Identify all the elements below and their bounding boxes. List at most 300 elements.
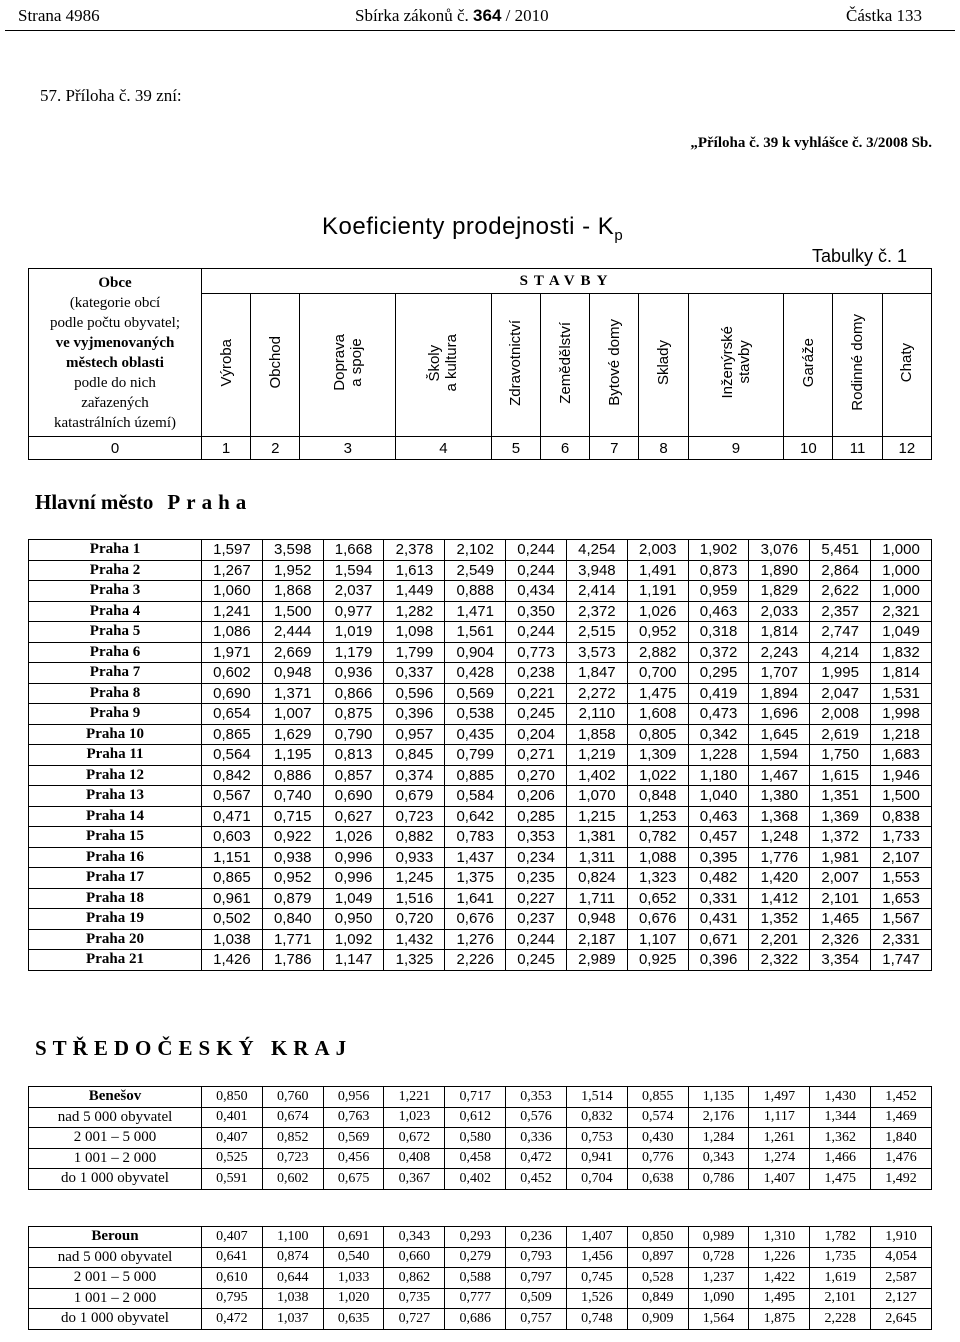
table-cell: 0,567 xyxy=(202,786,263,807)
table-cell: 0,948 xyxy=(262,663,323,684)
table-cell: 0,528 xyxy=(627,1268,688,1289)
obce-header-line: podle počtu obyvatel; xyxy=(50,314,180,331)
table-cell: 0,482 xyxy=(688,868,749,889)
table-cell: 0,783 xyxy=(445,827,506,848)
table-cell: 1,090 xyxy=(688,1288,749,1309)
table-cell: 0,295 xyxy=(688,663,749,684)
table-cell: 0,866 xyxy=(323,683,384,704)
table-cell: 0,610 xyxy=(202,1268,263,1289)
table-cell: 1,060 xyxy=(202,581,263,602)
column-header-label: Školy a kultura xyxy=(426,333,461,392)
table-cell: 2,321 xyxy=(871,601,932,622)
table-cell: 1,218 xyxy=(871,724,932,745)
table-cell: 0,795 xyxy=(202,1288,263,1309)
column-header-label: Bytové domy xyxy=(605,319,623,406)
table-cell: 0,956 xyxy=(323,1087,384,1108)
table-cell: 1,981 xyxy=(810,847,871,868)
table-cell: 0,763 xyxy=(323,1107,384,1128)
table-cell: 1,371 xyxy=(262,683,323,704)
table-cell: 1,875 xyxy=(749,1309,810,1330)
column-header-label: Chaty xyxy=(898,342,916,383)
row-label: Praha 5 xyxy=(29,622,202,643)
table-cell: 1,325 xyxy=(384,950,445,971)
table-cell: 0,244 xyxy=(506,929,567,950)
column-header-label: Obchod xyxy=(266,336,284,389)
table-cell: 1,553 xyxy=(871,868,932,889)
table-cell: 0,245 xyxy=(506,950,567,971)
table-cell: 2,226 xyxy=(445,950,506,971)
table-cell: 0,961 xyxy=(202,888,263,909)
table-cell: 1,019 xyxy=(323,622,384,643)
table-cell: 0,331 xyxy=(688,888,749,909)
table-cell: 0,704 xyxy=(566,1169,627,1190)
column-number: 12 xyxy=(882,437,931,460)
table-cell: 0,776 xyxy=(627,1148,688,1169)
table-cell: 0,748 xyxy=(566,1309,627,1330)
table-cell: 0,602 xyxy=(202,663,263,684)
table-cell: 1,426 xyxy=(202,950,263,971)
table-cell: 4,054 xyxy=(871,1247,932,1268)
table-cell: 1,049 xyxy=(871,622,932,643)
table-cell: 0,635 xyxy=(323,1309,384,1330)
table-cell: 0,745 xyxy=(566,1268,627,1289)
table-cell: 0,584 xyxy=(445,786,506,807)
table-cell: 1,653 xyxy=(871,888,932,909)
collection-number: 364 xyxy=(473,6,502,25)
table-cell: 1,456 xyxy=(566,1247,627,1268)
table-cell: 0,922 xyxy=(262,827,323,848)
table-cell: 1,412 xyxy=(749,888,810,909)
table-cell: 1,215 xyxy=(566,806,627,827)
table-cell: 1,894 xyxy=(749,683,810,704)
table-cell: 0,337 xyxy=(384,663,445,684)
table-row xyxy=(29,1227,932,1248)
table-cell: 1,407 xyxy=(566,1227,627,1248)
table-cell: 1,033 xyxy=(323,1268,384,1289)
table-cell: 1,952 xyxy=(262,560,323,581)
table-cell: 1,613 xyxy=(384,560,445,581)
table-header xyxy=(28,268,932,460)
obce-header-line: zařazených xyxy=(81,394,149,411)
table-cell: 1,750 xyxy=(810,745,871,766)
table-row xyxy=(29,724,932,745)
table-cell: 2,326 xyxy=(810,929,871,950)
table-cell: 0,407 xyxy=(202,1227,263,1248)
table-cell: 0,471 xyxy=(202,806,263,827)
column-header-cell xyxy=(882,294,931,437)
table-cell: 1,629 xyxy=(262,724,323,745)
table-cell: 1,840 xyxy=(871,1128,932,1149)
row-label: Praha 3 xyxy=(29,581,202,602)
column-header-label: Výroba xyxy=(217,338,235,387)
table-cell: 1,526 xyxy=(566,1288,627,1309)
table-cell: 0,790 xyxy=(323,724,384,745)
table-cell: 0,676 xyxy=(627,909,688,930)
table-cell: 0,401 xyxy=(202,1107,263,1128)
table-cell: 1,696 xyxy=(749,704,810,725)
table-cell: 0,675 xyxy=(323,1169,384,1190)
table-cell: 0,473 xyxy=(688,704,749,725)
table-cell: 1,070 xyxy=(566,786,627,807)
table-cell: 3,573 xyxy=(566,642,627,663)
table-cell: 0,690 xyxy=(202,683,263,704)
column-number: 2 xyxy=(251,437,300,460)
table-cell: 0,457 xyxy=(688,827,749,848)
table-cell: 2,882 xyxy=(627,642,688,663)
table-cell: 1,241 xyxy=(202,601,263,622)
row-label: 2 001 – 5 000 xyxy=(29,1268,202,1289)
annex-reference: „Příloha č. 39 k vyhlášce č. 3/2008 Sb. xyxy=(690,135,932,151)
table-cell: 0,925 xyxy=(627,950,688,971)
table-cell: 1,026 xyxy=(323,827,384,848)
column-header-label: Doprava a spoje xyxy=(330,334,365,391)
table-cell: 1,253 xyxy=(627,806,688,827)
part-number: Částka 133 xyxy=(846,6,923,25)
table-cell: 1,023 xyxy=(384,1107,445,1128)
table-cell: 1,022 xyxy=(627,765,688,786)
obce-header-line: katastrálních území) xyxy=(53,414,177,431)
column-numbers xyxy=(29,437,932,460)
column-number: 1 xyxy=(202,437,251,460)
table-cell: 0,996 xyxy=(323,847,384,868)
table-cell: 1,381 xyxy=(566,827,627,848)
table-cell: 0,318 xyxy=(688,622,749,643)
table-cell: 0,933 xyxy=(384,847,445,868)
table-row xyxy=(29,1247,932,1268)
table-cell: 0,642 xyxy=(445,806,506,827)
table-cell: 0,285 xyxy=(506,806,567,827)
table-cell: 0,540 xyxy=(323,1247,384,1268)
table-cell: 1,771 xyxy=(262,929,323,950)
table-cell: 1,237 xyxy=(688,1268,749,1289)
table-cell: 1,998 xyxy=(871,704,932,725)
table-cell: 0,977 xyxy=(323,601,384,622)
table-cell: 0,206 xyxy=(506,786,567,807)
table-cell: 0,799 xyxy=(445,745,506,766)
table-cell: 1,561 xyxy=(445,622,506,643)
table-cell: 1,135 xyxy=(688,1087,749,1108)
table-row xyxy=(29,847,932,868)
table-cell: 0,777 xyxy=(445,1288,506,1309)
table-cell: 0,842 xyxy=(202,765,263,786)
table-cell: 1,422 xyxy=(749,1268,810,1289)
table-cell: 0,234 xyxy=(506,847,567,868)
table-row xyxy=(29,1169,932,1190)
table-cell: 2,101 xyxy=(810,888,871,909)
table-cell: 0,952 xyxy=(627,622,688,643)
column-header-cell xyxy=(590,294,639,437)
table-cell: 2,272 xyxy=(566,683,627,704)
table-cell: 0,395 xyxy=(688,847,749,868)
table-cell: 0,204 xyxy=(506,724,567,745)
table-cell: 0,580 xyxy=(445,1128,506,1149)
table-cell: 2,515 xyxy=(566,622,627,643)
table-cell: 0,959 xyxy=(688,581,749,602)
table-cell: 2,864 xyxy=(810,560,871,581)
page-number: Strana 4986 xyxy=(18,6,100,25)
table-cell: 1,514 xyxy=(566,1087,627,1108)
table-cell: 1,531 xyxy=(871,683,932,704)
table-cell: 2,243 xyxy=(749,642,810,663)
table-cell: 0,245 xyxy=(506,704,567,725)
table-cell: 0,458 xyxy=(445,1148,506,1169)
table-row xyxy=(29,663,932,684)
table-cell: 1,449 xyxy=(384,581,445,602)
table-cell: 0,279 xyxy=(445,1247,506,1268)
column-header-cell xyxy=(251,294,300,437)
table-cell: 0,832 xyxy=(566,1107,627,1128)
table-cell: 1,467 xyxy=(749,765,810,786)
table-cell: 0,419 xyxy=(688,683,749,704)
table-cell: 1,597 xyxy=(202,540,263,561)
row-label: Praha 6 xyxy=(29,642,202,663)
table-cell: 0,235 xyxy=(506,868,567,889)
table-cell: 0,654 xyxy=(202,704,263,725)
table-cell: 1,786 xyxy=(262,950,323,971)
table-cell: 1,098 xyxy=(384,622,445,643)
table-row xyxy=(29,929,932,950)
column-header-cell xyxy=(491,294,540,437)
table-cell: 0,463 xyxy=(688,601,749,622)
table-cell: 1,711 xyxy=(566,888,627,909)
table-cell: 1,180 xyxy=(688,765,749,786)
table-cell: 1,437 xyxy=(445,847,506,868)
table-cell: 0,576 xyxy=(506,1107,567,1128)
table-cell: 0,909 xyxy=(627,1309,688,1330)
table-cell: 1,274 xyxy=(749,1148,810,1169)
table-cell: 0,848 xyxy=(627,786,688,807)
obce-header-line: (kategorie obcí xyxy=(69,294,161,311)
table-cell: 1,466 xyxy=(810,1148,871,1169)
table-cell: 0,882 xyxy=(384,827,445,848)
table-row xyxy=(29,868,932,889)
table-cell: 0,244 xyxy=(506,622,567,643)
row-label: Praha 12 xyxy=(29,765,202,786)
table-cell: 1,245 xyxy=(384,868,445,889)
table-cell: 0,372 xyxy=(688,642,749,663)
table-row xyxy=(29,540,932,561)
table-cell: 2,187 xyxy=(566,929,627,950)
page-header xyxy=(0,0,960,32)
table-cell: 0,855 xyxy=(627,1087,688,1108)
table-cell: 3,354 xyxy=(810,950,871,971)
table-cell: 1,226 xyxy=(749,1247,810,1268)
table-cell: 0,428 xyxy=(445,663,506,684)
table-cell: 0,431 xyxy=(688,909,749,930)
column-header-cell xyxy=(540,294,589,437)
table-cell: 0,396 xyxy=(384,704,445,725)
table-row xyxy=(29,888,932,909)
row-label: Praha 8 xyxy=(29,683,202,704)
table-cell: 1,492 xyxy=(871,1169,932,1190)
table-cell: 0,720 xyxy=(384,909,445,930)
row-label: Praha 10 xyxy=(29,724,202,745)
table-cell: 1,368 xyxy=(749,806,810,827)
table-cell: 0,782 xyxy=(627,827,688,848)
table-cell: 0,886 xyxy=(262,765,323,786)
table-cell: 1,475 xyxy=(810,1169,871,1190)
table-cell: 0,793 xyxy=(506,1247,567,1268)
table-cell: 1,147 xyxy=(323,950,384,971)
table-cell: 0,760 xyxy=(262,1087,323,1108)
table-cell: 1,847 xyxy=(566,663,627,684)
table-row xyxy=(29,1107,932,1128)
table-cell: 1,372 xyxy=(810,827,871,848)
table-cell: 0,838 xyxy=(871,806,932,827)
table-row xyxy=(29,827,932,848)
table-cell: 1,475 xyxy=(627,683,688,704)
table-cell: 0,849 xyxy=(627,1288,688,1309)
row-label: Praha 17 xyxy=(29,868,202,889)
table-row xyxy=(29,745,932,766)
table-cell: 0,502 xyxy=(202,909,263,930)
row-label: 1 001 – 2 000 xyxy=(29,1148,202,1169)
table-cell: 3,076 xyxy=(749,540,810,561)
table-cell: 0,472 xyxy=(506,1148,567,1169)
table-cell: 2,357 xyxy=(810,601,871,622)
table-cell: 0,574 xyxy=(627,1107,688,1128)
table-cell: 3,948 xyxy=(566,560,627,581)
table-cell: 0,888 xyxy=(445,581,506,602)
table-cell: 1,352 xyxy=(749,909,810,930)
table-cell: 0,879 xyxy=(262,888,323,909)
table-number: Tabulky č. 1 xyxy=(812,246,908,266)
table-cell: 0,786 xyxy=(688,1169,749,1190)
table-cell: 2,378 xyxy=(384,540,445,561)
table-cell: 1,086 xyxy=(202,622,263,643)
table-cell: 0,897 xyxy=(627,1247,688,1268)
table-cell: 0,948 xyxy=(566,909,627,930)
column-header-cell xyxy=(202,294,251,437)
table-row xyxy=(29,683,932,704)
table-row xyxy=(29,1288,932,1309)
row-label: do 1 000 obyvatel xyxy=(29,1309,202,1330)
table-cell: 0,875 xyxy=(323,704,384,725)
row-label: nad 5 000 obyvatel xyxy=(29,1107,202,1128)
table-cell: 3,598 xyxy=(262,540,323,561)
table-cell: 0,845 xyxy=(384,745,445,766)
table-cell: 1,191 xyxy=(627,581,688,602)
obce-header-line: ve vyjmenovaných xyxy=(55,334,175,351)
table-cell: 0,862 xyxy=(384,1268,445,1289)
table-cell: 0,627 xyxy=(323,806,384,827)
table-cell: 1,038 xyxy=(262,1288,323,1309)
table-cell: 2,549 xyxy=(445,560,506,581)
table-cell: 1,641 xyxy=(445,888,506,909)
table-cell: 0,644 xyxy=(262,1268,323,1289)
table-cell: 1,375 xyxy=(445,868,506,889)
table-cell: 1,151 xyxy=(202,847,263,868)
row-label: Praha 19 xyxy=(29,909,202,930)
table-cell: 1,344 xyxy=(810,1107,871,1128)
table-cell: 0,952 xyxy=(262,868,323,889)
table-cell: 0,236 xyxy=(506,1227,567,1248)
row-label: Praha 13 xyxy=(29,786,202,807)
row-label: Praha 15 xyxy=(29,827,202,848)
table-cell: 1,858 xyxy=(566,724,627,745)
table-cell: 2,669 xyxy=(262,642,323,663)
table-cell: 2,372 xyxy=(566,601,627,622)
table-cell: 1,799 xyxy=(384,642,445,663)
table-cell: 1,516 xyxy=(384,888,445,909)
table-cell: 0,723 xyxy=(262,1148,323,1169)
table-cell: 0,638 xyxy=(627,1169,688,1190)
table-row xyxy=(29,1128,932,1149)
benesov-table xyxy=(28,1086,932,1190)
table-cell: 2,622 xyxy=(810,581,871,602)
table-cell: 0,936 xyxy=(323,663,384,684)
collection-title: Sbírka zákonů č. 364 / 2010 xyxy=(355,6,549,25)
table-cell: 0,434 xyxy=(506,581,567,602)
row-label: Praha 11 xyxy=(29,745,202,766)
table-cell: 0,238 xyxy=(506,663,567,684)
table-cell: 1,946 xyxy=(871,765,932,786)
table-cell: 2,033 xyxy=(749,601,810,622)
table-cell: 1,000 xyxy=(871,560,932,581)
table-cell: 1,491 xyxy=(627,560,688,581)
table-cell: 0,612 xyxy=(445,1107,506,1128)
table-cell: 1,814 xyxy=(749,622,810,643)
table-cell: 1,829 xyxy=(749,581,810,602)
praha-table xyxy=(28,539,932,971)
table-cell: 1,311 xyxy=(566,847,627,868)
table-cell: 1,615 xyxy=(810,765,871,786)
table-row xyxy=(29,581,932,602)
intro-text: 57. Příloha č. 39 zní: xyxy=(40,86,182,105)
row-label: Praha 9 xyxy=(29,704,202,725)
table-cell: 0,430 xyxy=(627,1128,688,1149)
obce-header-line: městech oblasti xyxy=(66,354,164,371)
column-number: 7 xyxy=(590,437,639,460)
table-cell: 1,747 xyxy=(871,950,932,971)
table-cell: 1,020 xyxy=(323,1288,384,1309)
table-cell: 1,026 xyxy=(627,601,688,622)
table-cell: 0,950 xyxy=(323,909,384,930)
table-cell: 0,852 xyxy=(262,1128,323,1149)
table-row xyxy=(29,642,932,663)
table-cell: 1,420 xyxy=(749,868,810,889)
table-cell: 0,271 xyxy=(506,745,567,766)
table-cell: 2,047 xyxy=(810,683,871,704)
table-cell: 0,407 xyxy=(202,1128,263,1149)
table-row xyxy=(29,704,932,725)
table-cell: 0,336 xyxy=(506,1128,567,1149)
table-cell: 1,707 xyxy=(749,663,810,684)
table-cell: 0,941 xyxy=(566,1148,627,1169)
table-cell: 0,674 xyxy=(262,1107,323,1128)
table-cell: 2,107 xyxy=(871,847,932,868)
table-row xyxy=(29,950,932,971)
table-title: Koeficienty prodejnosti - $K_p$ xyxy=(322,213,624,244)
column-number: 6 xyxy=(540,437,589,460)
table-cell: 0,591 xyxy=(202,1169,263,1190)
table-cell: 2,037 xyxy=(323,581,384,602)
table-row xyxy=(29,1309,932,1330)
table-cell: 0,353 xyxy=(506,1087,567,1108)
row-label: Praha 16 xyxy=(29,847,202,868)
table-cell: 0,773 xyxy=(506,642,567,663)
table-cell: 2,127 xyxy=(871,1288,932,1309)
table-row xyxy=(29,622,932,643)
table-cell: 1,088 xyxy=(627,847,688,868)
table-cell: 0,408 xyxy=(384,1148,445,1169)
row-label: 2 001 – 5 000 xyxy=(29,1128,202,1149)
table-cell: 1,369 xyxy=(810,806,871,827)
table-cell: 1,476 xyxy=(871,1148,932,1169)
table-cell: 0,396 xyxy=(688,950,749,971)
table-cell: 1,049 xyxy=(323,888,384,909)
table-cell: 2,007 xyxy=(810,868,871,889)
